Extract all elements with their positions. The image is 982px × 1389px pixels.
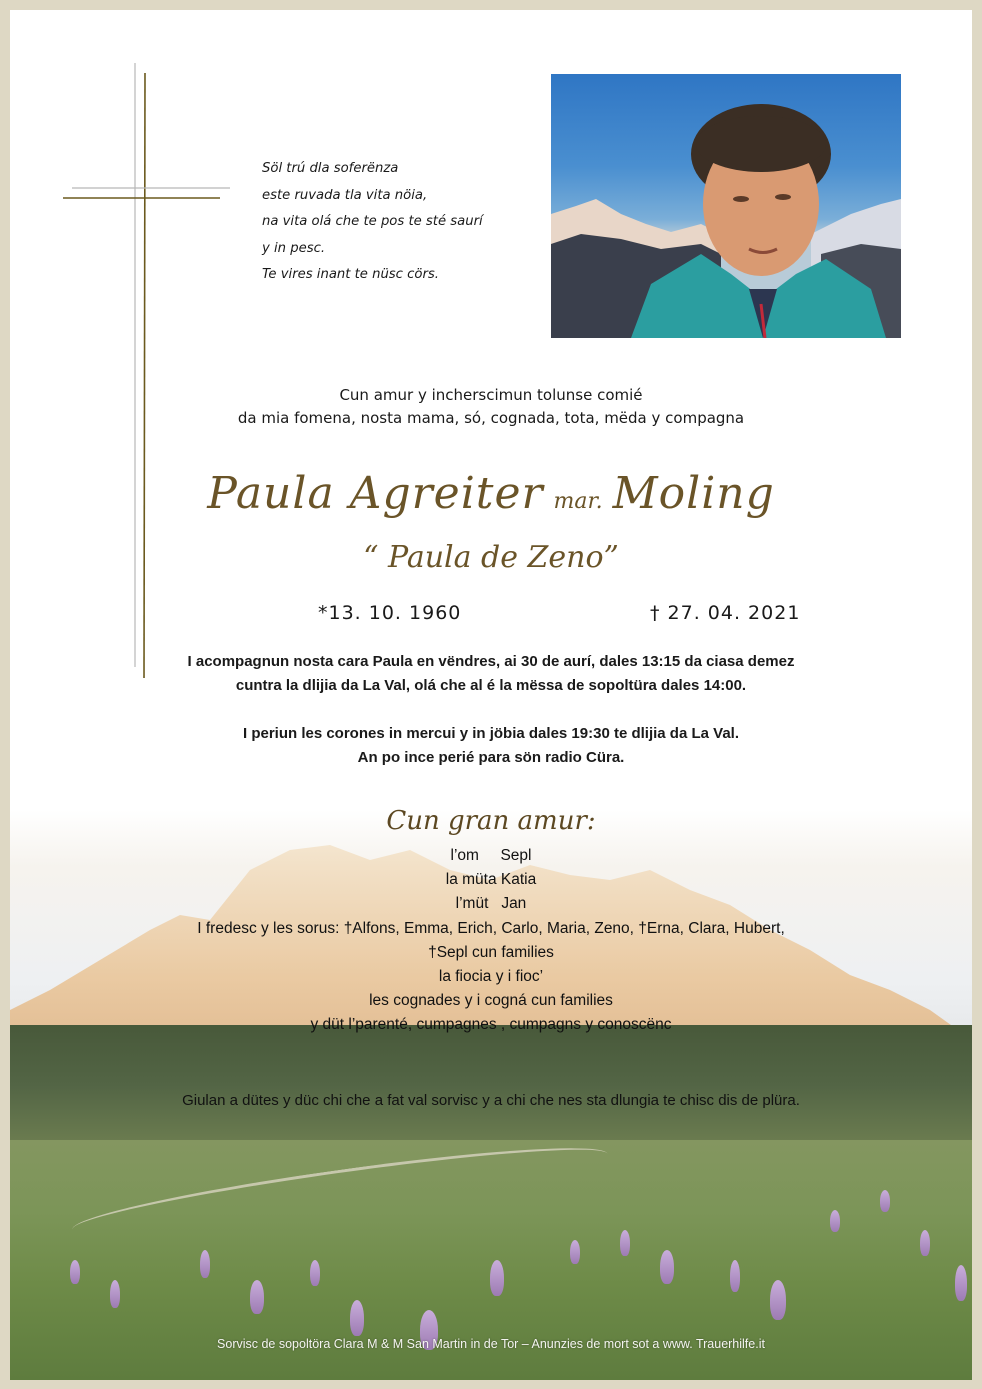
intro-line-1: Cun amur y incherscimun tolunse comié xyxy=(339,386,643,404)
crocus-flower xyxy=(70,1260,80,1284)
crocus-flower xyxy=(490,1260,504,1296)
cross-vertical-gold xyxy=(144,73,145,678)
death-date: † 27. 04. 2021 xyxy=(650,602,801,624)
family-line: l’om Sepl xyxy=(450,847,532,864)
crocus-flower xyxy=(770,1280,786,1320)
funeral-announcement xyxy=(10,650,972,698)
family-line: la fiocia y i fioc’ xyxy=(438,968,544,986)
family-line: les cognades y i cogná cun families xyxy=(369,992,613,1010)
intro-text xyxy=(10,384,972,430)
family-title: Cun gran amur: xyxy=(386,806,596,836)
funeral-line-2: cuntra la dlijia da La Val, olá che al é la mëssa de sopoltüra dales 14:00. xyxy=(235,677,747,694)
poem xyxy=(262,156,483,289)
crocus-flower xyxy=(110,1280,120,1308)
intro-line-2: da mia fomena, nosta mama, só, cognada, tota, mëda y compagna xyxy=(237,409,745,427)
crocus-flower xyxy=(350,1300,364,1336)
poem-line: y in pesc. xyxy=(262,240,326,256)
nickname: “ Paula de Zeno” xyxy=(363,540,619,575)
footer-credit: Sorvisc de sopoltöra Clara M & M San Martin in de Tor – Anunzies de mort sot a www. Trauerhilfe.it xyxy=(217,1337,765,1351)
family-line: l’müt Jan xyxy=(455,895,527,913)
crocus-flower xyxy=(730,1260,740,1292)
portrait-illustration xyxy=(551,74,901,338)
deceased-name xyxy=(10,468,972,519)
family-line: †Sepl cun families xyxy=(428,943,554,961)
crocus-flower xyxy=(250,1280,264,1314)
crocus-flower xyxy=(310,1260,320,1286)
crocus-flower xyxy=(920,1230,930,1256)
crocus-flower xyxy=(830,1210,840,1232)
obituary-card xyxy=(10,10,972,1380)
poem-line: Te vires inant te nüsc cörs. xyxy=(262,267,439,282)
funeral-line-1: I acompagnun nosta cara Paula en vëndres, ai 30 de aurí, dales 13:15 da ciasa demez xyxy=(187,653,795,670)
family-line: y düt l’parenté, cumpagnes , cumpagns y conoscënc xyxy=(310,1016,672,1034)
prayer-line-2: An po ince perié para sön radio Cüra. xyxy=(357,749,625,766)
crocus-flower xyxy=(200,1250,210,1278)
family-line: la müta Katia xyxy=(445,871,537,889)
birth-date: *13. 10. 1960 xyxy=(318,602,462,624)
crocus-flower xyxy=(570,1240,580,1264)
crocus-flower xyxy=(660,1250,674,1284)
cross-icon xyxy=(10,10,250,700)
prayer-line-1: I periun les corones in mercui y in jöbia dales 19:30 te dlijia da La Val. xyxy=(242,725,739,742)
poem-line: na vita olá che te pos te sté saurí xyxy=(262,214,483,229)
married-prefix: mar. xyxy=(553,489,603,514)
portrait-photo xyxy=(551,74,901,338)
birth-name: Paula Agreiter xyxy=(207,468,544,519)
crocus-flower xyxy=(880,1190,890,1212)
poem-line: Söl trú dla soferënza xyxy=(262,161,399,176)
prayer-announcement xyxy=(10,722,972,770)
family-line: I fredesc y les sorus: †Alfons, Emma, Erich, Carlo, Maria, Zeno, †Erna, Clara, Hubert, xyxy=(197,919,785,937)
family-list xyxy=(10,844,972,1038)
poem-line: este ruvada tla vita nöia, xyxy=(262,187,428,203)
crocus-flower xyxy=(955,1265,967,1301)
married-name: Moling xyxy=(612,468,775,519)
crocus-flower xyxy=(620,1230,630,1256)
thanks-text: Giulan a dütes y düc chi che a fat val sorvisc y a chi che nes sta dlungia te chisc dis de plüra. xyxy=(182,1092,800,1109)
